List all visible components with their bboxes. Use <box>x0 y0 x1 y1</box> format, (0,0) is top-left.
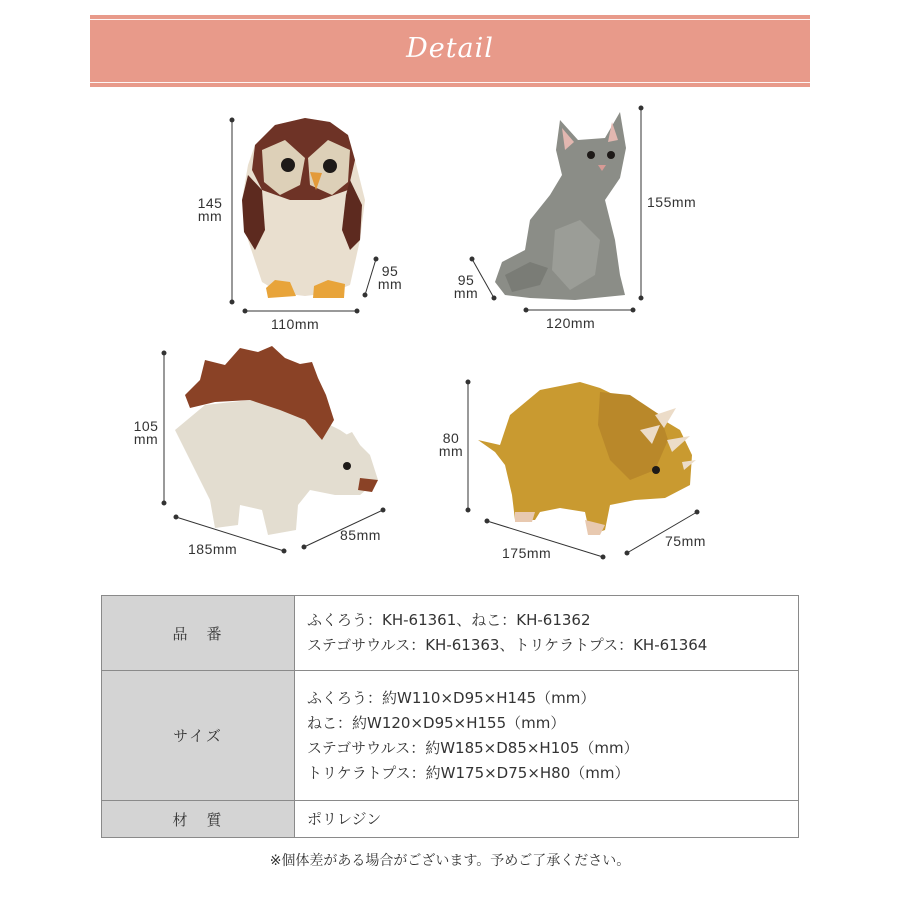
owl-height-label: 145 mm <box>197 195 223 224</box>
cat-height-label: 155mm <box>647 194 697 210</box>
spec-table <box>101 595 799 838</box>
spec-line: ふくろう：約W110×D95×H145（mm） <box>307 688 596 707</box>
owl-figure <box>242 118 365 298</box>
disclaimer-note: ※個体差がある場合がございます。予めご了承ください。 <box>269 853 631 869</box>
triceratops-figure <box>478 382 696 535</box>
trike-width-label: 175mm <box>502 545 552 561</box>
stegosaurus-figure <box>175 346 378 535</box>
cat-depth-label: 95 mm <box>453 272 479 301</box>
spec-line: ねこ：約W120×D95×H155（mm） <box>307 713 566 732</box>
stego-width-label: 185mm <box>188 541 238 557</box>
cat-width-label: 120mm <box>546 315 596 331</box>
spec-line: ステゴサウルス：約W185×D85×H105（mm） <box>307 738 639 757</box>
spec-label-material: 材 質 <box>102 801 295 838</box>
spec-value-part-number <box>295 596 799 671</box>
spec-value-material <box>295 801 799 838</box>
trike-height-label: 80 mm <box>438 430 464 459</box>
spec-line: トリケラトプス：約W175×D75×H80（mm） <box>307 763 630 782</box>
owl-width-label: 110mm <box>271 316 320 332</box>
spec-label-part-number: 品 番 <box>102 596 295 671</box>
spec-line: ステゴサウルス：KH-61363、トリケラトプス：KH-61364 <box>307 636 708 654</box>
stego-depth-label: 85mm <box>340 527 381 543</box>
banner-title: Detail <box>406 33 494 64</box>
spec-row-part-number <box>102 596 799 671</box>
stego-height-label: 105 mm <box>133 418 159 447</box>
spec-line: ポリレジン <box>307 809 382 828</box>
spec-label-size: サイズ <box>102 671 295 801</box>
trike-depth-label: 75mm <box>665 533 706 549</box>
cat-figure <box>495 112 626 300</box>
spec-value-size <box>295 671 799 801</box>
spec-row-size <box>102 671 799 801</box>
owl-depth-label: 95 mm <box>377 263 403 292</box>
spec-row-material <box>102 801 799 838</box>
spec-line: ふくろう：KH-61361、ねこ：KH-61362 <box>307 611 591 629</box>
